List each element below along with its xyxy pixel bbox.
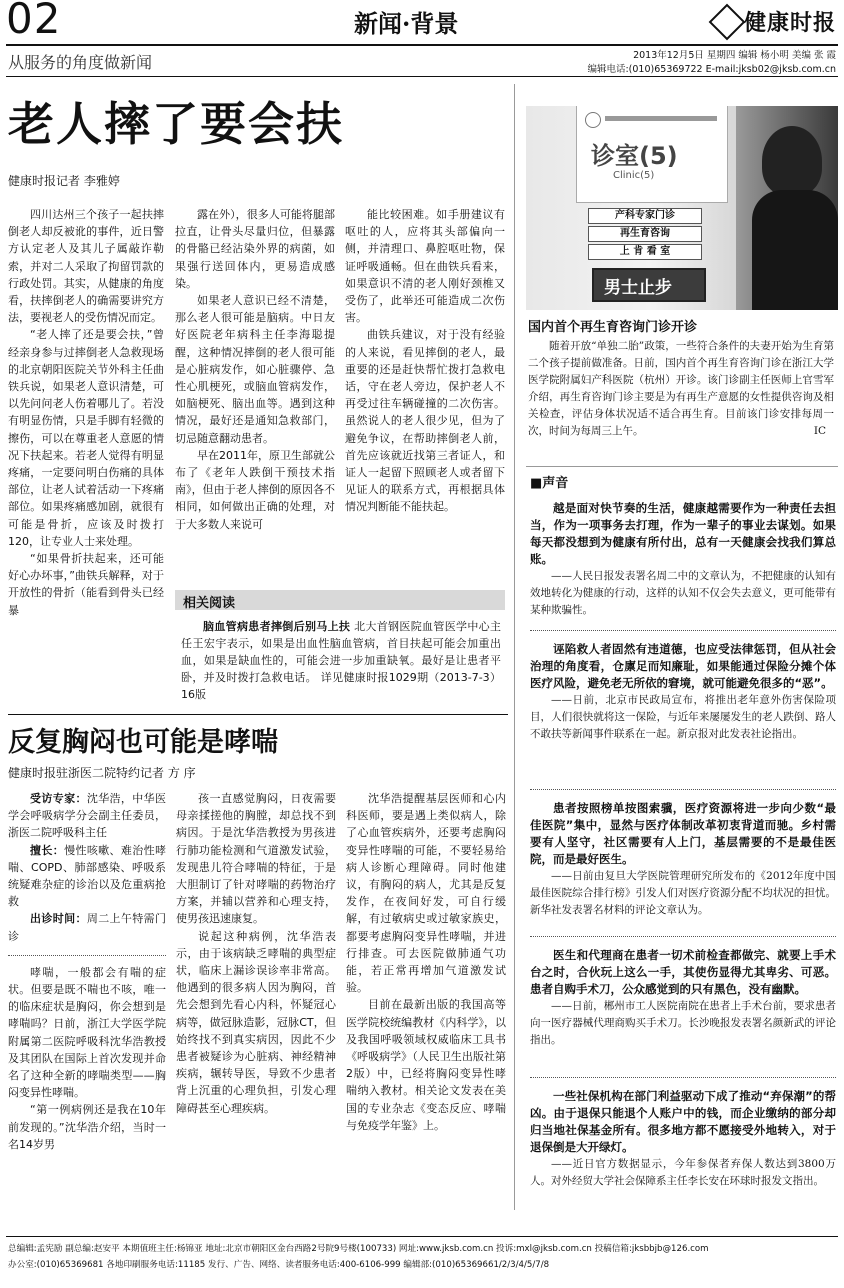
clinic-box [8, 910, 166, 944]
voice-item [530, 947, 836, 1077]
photo-caption [528, 338, 834, 440]
footer-line-1: 总编辑:孟宪励 副总编:赵安平 本期值班主任:杨锦亚 地址:北京市朝阳区金台西路2号院9号楼(100733) 网址:www.jksb.com.cn 投诉:mxl@jksb.com.cn 投稿信箱:jksbbjb@126.com [8, 1244, 709, 1254]
paragraph: “老人摔了还是要会扶，”曾经亲身参与过摔倒老人急救现场的北京朝阳医院关节外科主任曲铁兵说，如果老人意识清楚，可以先问问老人伤着哪儿了。若没有明显伤情，只是手脚有轻微的擦伤，可以在尊重老人意愿的情况下扶起来。若老人觉得有明显疼痛，一定要问明白伤痛的具体部位，让老人试着活动一下疼痛部位。如果疼痛感加剧，就很有可能是骨折，应该及时拨打120，让专业人士来处理。 [8, 328, 164, 548]
voice-source: ——日前，郴州市工人医院南院在患者上手术台前，要求患者向一医疗器械代理商购买手术刀。长沙晚报发表署名颜新武的评论指出。 [530, 1000, 836, 1046]
paragraph: “第一例病例还是我在10年前发现的。”沈华浩介绍，当时一名14岁男 [8, 1103, 166, 1151]
paragraph: 沈华浩提醒基层医师和心内科医师，要是遇上类似病人，除了心血管疾病外，还要考虑胸闷变异性哮喘的可能，不要轻易给病人诊断心理障碍。同时他建议，有胸闷的病人，尤其是反复发作，在夜间好发，可自行缓解，有过敏病史或过敏家族史，都要考虑胸闷变异性哮喘，并进行排查。可去医院做肺通气功能，若正常再增加气道激发试验。 [346, 792, 506, 995]
photo-credit: IC [813, 425, 826, 437]
clinic-label: 出诊时间： [30, 912, 87, 926]
voice-quote: 医生和代理商在患者一切术前检查都做完、就要上手术台之时，合伙玩上这么一手，其使伤显得尤其卑劣、可恶。患者自购手术刀，公众感觉到的只有黑色，没有幽默。 [530, 948, 836, 996]
article1-col2 [175, 206, 335, 584]
paragraph: 哮喘，一般都会有喘的症状。但要是既不喘也不咳，唯一的临床症状是胸闷，你会想到是哮喘吗？日前，浙江大学医学院附属第二医院呼吸科沈华浩教授及其团队在国际上首次发现并命名了这种全新的哮喘类型——胸闷变异性哮喘。 [8, 965, 166, 1100]
article1-col1-text [8, 206, 164, 619]
voice-source: ——人民日报发表署名周二中的文章认为，不把健康的认知有效地转化为健康的行动，这样的认知不仅会失去意义，更可能带有某种欺骗性。 [530, 570, 836, 616]
expert-label: 受访专家： [30, 792, 87, 805]
related-body-wrap [181, 618, 501, 703]
hospital-name-strip [605, 116, 717, 121]
voice-divider [530, 630, 836, 631]
footer-rule [6, 1236, 838, 1237]
footer-line-2: 办公室:(010)65369681 各地印刷服务电话:11185 发行、广告、网络、读者服务电话:400-6106-999 编辑部:(010)65369661/2/3/4/5/7/8 [8, 1260, 550, 1270]
voice-item [530, 800, 836, 936]
clinic-sign-sub: Clinic(5) [613, 170, 655, 181]
article1-col2-text [175, 206, 335, 533]
article2-col2 [176, 790, 336, 1206]
men-stop-sign [592, 268, 706, 302]
paper-logo [714, 6, 836, 37]
article1-col3-text [345, 206, 505, 516]
specialty-box [8, 842, 166, 911]
article1-col1 [8, 206, 164, 704]
masthead-bottom-rule [6, 76, 838, 77]
voice-quote: 诬陷救人者固然有违道德，也应受法律惩罚，但从社会治理的角度看，仓廪足而知廉耻，如果能通过保险分摊个体医疗风险，避免老无所依的窘境，就可能避免很多的“恶”。 [530, 642, 836, 690]
related-source: 详见健康时报1029期（2013-7-3）16版 [181, 671, 501, 701]
voice-item [530, 641, 836, 789]
voice-item [530, 1088, 836, 1190]
voice-quote: 一些社保机构在部门利益驱动下成了推动“弃保潮”的帮凶。由于退保只能退个人账户中的钱，而企业缴纳的部分却归当地社保基金所有。很多地方都不愿接受外地转入，对于退保倒是大开绿灯。 [530, 1089, 836, 1154]
article2-col2-text [176, 790, 336, 1117]
voice-source: ——日前，北京市民政局宣布，将推出老年意外伤害保险项目，人们很快就将这一保险，与近年来屡屡发生的老人跌倒、路人不敢扶等新闻事件联系在一起。新京报对此发表社论指出。 [530, 694, 836, 740]
voice-quote: 越是面对快节奏的生活，健康越需要作为一种责任去担当，作为一项事务去打理，作为一辈子的事业去谋划。如果每天都没想到为健康有所付出，总有一天健康会找我们算总账。 [530, 501, 836, 566]
article2-headline: 反复胸闷也可能是哮喘 [8, 727, 278, 758]
logo-icon [709, 3, 746, 40]
related-title: 相关阅读 [183, 596, 236, 611]
photo-caption-title: 国内首个再生育咨询门诊开诊 [528, 320, 698, 335]
paragraph: 曲铁兵建议，对于没有经验的人来说，看见摔倒的老人，最重要的还是赶快帮忙拨打急救电话，守在老人旁边，保护老人不再受过往车辆碰撞的二次伤害。虽然说人的老人很少见，但为了避免争议，在帮助摔倒老人前，首先应该就近找第三者证人，和证人一起留下照顾老人或者留下见证人的联系方式，再根据具体情况判断能不能扶起。 [345, 328, 505, 514]
paragraph: 如果老人意识已经不清楚，那么老人很可能是脑病。中日友好医院老年病科主任李海聪提醒，这种情况摔倒的老人很可能是心脏病发作，如心脏骤停、急性心肌梗死，或脑血管病发作，如脑梗死、脑出血等。遇到这种情况，最好还是通知急救部门，切忌随意翻动患者。 [175, 294, 335, 445]
date-line: 2013年12月5日 星期四 编辑 杨小明 美编 张 霞 [633, 50, 836, 61]
article1-byline: 健康时报记者 李雅婷 [8, 174, 120, 188]
paragraph: “如果骨折扶起来，还可能好心办坏事，”曲铁兵解释，对于开放性的骨折（能看到骨头已经暴 [8, 552, 164, 617]
paragraph: 早在2011年，原卫生部就公布了《老年人跌倒干预技术指南》，但由于老人摔倒的原因各不相同，如何做出正确的处理，对于大多数人来说可 [175, 448, 335, 531]
men-stop-text: 男士止步 [604, 278, 672, 298]
masthead [0, 0, 844, 78]
person-body [752, 190, 838, 310]
paragraph: 孩一直感觉胸闷，日夜需要母亲揉搓他的胸膛，却总找不到病因。于是沈华浩教授为男孩进行肺功能检测和气道激发试验，发现患儿符合哮喘的特征，于是大胆制订了针对哮喘的药物治疗方案，并辅以营养和心理支持，使男孩迅速康复。 [176, 792, 336, 926]
paragraph: 目前在最新出版的我国高等医学院校统编教材《内科学》，以及我国呼吸领域权威临床工具书《呼吸病学》（人民卫生出版社第2版）中，已经将胸闷变异性哮喘纳入教材。相关论文发表在美国的专业杂志《变态反应、哮喘与免疫学年鉴》上。 [346, 998, 506, 1132]
article-divider [8, 714, 508, 715]
article2-col1-text [8, 964, 166, 1153]
article2-col1 [8, 790, 166, 1206]
voices-top-rule [526, 466, 838, 467]
related-title-bar [175, 590, 505, 610]
dept-sign-item-1: 产科专家门诊 [588, 208, 702, 224]
dept-sign-item-3: 上 肯 看 室 [588, 244, 702, 260]
masthead-rule [6, 44, 838, 46]
photo-caption-body: 随着开放“单独二胎”政策，一些符合条件的夫妻开始为生育第二个孩子提前做准备。日前，国内首个再生育咨询门诊在浙江大学医学院附属妇产科医院（杭州）开诊。该门诊副主任医师上官雪军介绍，再生育咨询门诊主要是为有再生产意愿的女性提供咨询及相关检查，评估身体状况适不适合再生育。目前该门诊安排每周一次，时间为每周三上午。 [528, 340, 834, 437]
paper-name: 健康时报 [744, 10, 837, 36]
slogan: 从服务的角度做新闻 [8, 53, 153, 72]
dept-sign-item-2: 再生育咨询 [588, 226, 702, 242]
article2-byline: 健康时报驻浙医二院特约记者 方 序 [8, 766, 196, 780]
voices-list [530, 500, 836, 1210]
section-title: 新闻·背景 [354, 9, 459, 38]
voice-item [530, 500, 836, 630]
expert-box [8, 790, 166, 842]
paragraph: 露在外），很多人可能将腿部拉直，让骨头尽量归位，但暴露的骨骼已经沾染外界的病菌，如果强行送回体内，更易造成感染。 [175, 208, 335, 290]
paragraph: 能比较困难。如手册建议有呕吐的人，应将其头部偏向一侧，并清理口、鼻腔呕吐物，保证呼吸通畅。但在曲铁兵看来，如果意识不清的老人刚好颈椎又受伤了，此举还可能造成二次伤害。 [345, 208, 505, 325]
voice-source: ——近日官方数据显示，今年参保者弃保人数达到3800万人。对外经贸大学社会保障系主任李长安在环球时报发文指出。 [530, 1158, 836, 1187]
voice-divider [530, 1077, 836, 1078]
related-body: 北大首钢医院血管医学中心主任王宏宇表示，如果是出血性脑血管病，首目扶起可能会加重出血，如果是缺血性的，可能会进一步加重缺氧。最好是让患者平卧，并及时拨打急救电话。 [181, 620, 502, 684]
hospital-emblem-icon [585, 112, 601, 128]
voice-divider [530, 789, 836, 790]
specialty-text: 慢性咳嗽、难治性哮喘、COPD、肺部感染、呼吸系统疑难杂症的诊治以及危重病抢救 [8, 843, 166, 909]
related-subhead: 脑血管病患者摔倒后别马上扶 [203, 620, 351, 633]
voice-quote: 患者按照榜单按图索骥，医疗资源将进一步向少数“最佳医院”集中，显然与医疗体制改革初衷背道而驰。乡村需要有人坚守，社区需要有人上门，基层需要的不是最佳医院，而是最好医生。 [530, 801, 836, 866]
expert-divider [8, 955, 166, 956]
article2-col3-text [346, 790, 506, 1134]
clinic-text: 周二上午特需门诊 [8, 912, 166, 943]
paragraph: 说起这种病例，沈华浩表示，由于该病缺乏哮喘的典型症状，临床上漏诊误诊率非常高。他遇到的很多病人因为胸闷，首先会想到先看心内科，怀疑冠心病等，做冠脉造影，冠脉CT，但始终找不到真实病因，因此不少患者被疑诊为心脏病、神经精神疾病，辗转导医，导致不少患者背上沉重的心理负担，引发心理障碍甚至心理疾病。 [176, 929, 336, 1115]
specialty-label: 擅长： [30, 843, 65, 857]
article2-col3 [346, 790, 506, 1206]
article1-col3 [345, 206, 505, 584]
related-box [175, 590, 505, 708]
clinic-sign [576, 106, 728, 203]
column-separator [514, 84, 515, 1210]
news-photo [526, 106, 838, 310]
paragraph: 四川达州三个孩子一起扶摔倒老人却反被讹的事件，近日警方认定老人及其儿子属敲诈勒索，并对二人采取了拘留罚款的行政处罚。其实，从健康的角度看，扶摔倒老人的确需要讲究方法，要视老人的受伤情况而定。 [8, 208, 164, 325]
voice-source: ——日前由复旦大学医院管理研究所发布的《2012年度中国最佳医院综合排行榜》引发人们对医疗资源分配不均状况的担忧。新华社发表署名材料的评论文章认为。 [530, 870, 836, 916]
person-silhouette [762, 126, 822, 196]
page-number: 02 [6, 0, 62, 43]
article1-headline: 老人摔了要会扶 [8, 97, 344, 151]
voices-title: ■声音 [530, 476, 569, 491]
contact-line: 编辑电话:(010)65369722 E-mail:jksb02@jksb.com.cn [587, 64, 836, 75]
clinic-sign-main: 诊室(5) [591, 142, 678, 170]
expert-text: 沈华浩，中华医学会呼吸病学分会副主任委员，浙医二院呼吸科主任 [8, 792, 166, 840]
voice-divider [530, 936, 836, 937]
